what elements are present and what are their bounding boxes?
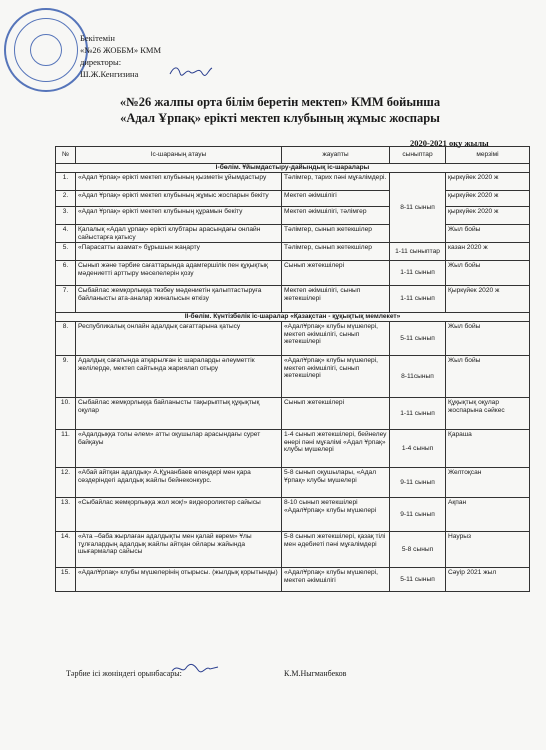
approval-line-3: директоры: bbox=[80, 57, 122, 67]
table-row bbox=[56, 191, 530, 207]
row-classes: 1-11 сынып bbox=[390, 261, 446, 286]
table-row bbox=[56, 225, 530, 243]
row-responsible: Сынып жетекшілері bbox=[282, 398, 390, 430]
row-event: «Адал Ұрпақ» ерікті мектеп клубының құрамын бекіту bbox=[76, 207, 282, 225]
official-seal-stamp bbox=[4, 8, 88, 92]
document-title bbox=[80, 94, 480, 126]
table-row bbox=[56, 261, 530, 286]
row-number: 4. bbox=[56, 225, 76, 243]
row-classes: 9-11 сынып bbox=[390, 498, 446, 532]
row-number: 7. bbox=[56, 286, 76, 313]
table-row bbox=[56, 498, 530, 532]
row-date: Қараша bbox=[446, 430, 530, 468]
row-event: «Адалдыққа толы әлем» атты оқушылар арасындағы сурет байқауы bbox=[76, 430, 282, 468]
row-number: 12. bbox=[56, 468, 76, 498]
row-date: Наурыз bbox=[446, 532, 530, 568]
row-responsible: «АдалҰрпақ» клубы мүшелері, мектеп әкімшілігі, сынып жетекшілері bbox=[282, 356, 390, 398]
table-row bbox=[56, 243, 530, 261]
row-responsible: Тәлімгер, сынып жетекшілер bbox=[282, 243, 390, 261]
row-date: Желтоқсан bbox=[446, 468, 530, 498]
row-number: 14. bbox=[56, 532, 76, 568]
approval-line-2: «№26 ЖОББМ» КММ bbox=[80, 45, 162, 55]
row-event: Адалдық сағатында атқарылған іс шараларды әлеуметтік желілерде, мектеп сайтында жариялап отыру bbox=[76, 356, 282, 398]
table-row bbox=[56, 468, 530, 498]
header-date: мерзімі bbox=[446, 147, 530, 164]
row-responsible: 1-4 сынып жетекшілері, бейнелеу өнері пәні мұғалімі «Адал Ұрпақ» клубы мүшелері bbox=[282, 430, 390, 468]
footer-position: Тәрбие ісі жөніндегі орынбасары: bbox=[66, 669, 182, 678]
row-responsible: «АдалҰрпақ» клубы мүшелері, мектеп әкімшілігі bbox=[282, 568, 390, 592]
table-row bbox=[56, 286, 530, 313]
academic-year: 2020-2021 оқу жылы bbox=[410, 138, 489, 148]
row-classes: 8-11 сынып bbox=[390, 173, 446, 243]
row-responsible: 5-8 сынып жетекшілері, қазақ тілі мен әдебиеті пәні мұғалімдері bbox=[282, 532, 390, 568]
row-classes: 9-11 сынып bbox=[390, 468, 446, 498]
row-classes: 1-11 сынып bbox=[390, 286, 446, 313]
row-number: 8. bbox=[56, 322, 76, 356]
row-number: 11. bbox=[56, 430, 76, 468]
row-event: Республикалық онлайн адалдық сағаттарына қатысу bbox=[76, 322, 282, 356]
row-responsible: «АдалҰрпақ» клубы мүшелері, мектеп әкімшілігі, сынып жетекшілері bbox=[282, 322, 390, 356]
footer-name: К.М.Ныгманбеков bbox=[284, 669, 347, 678]
row-classes: 5-11 сынып bbox=[390, 568, 446, 592]
row-classes: 1-11 сынып bbox=[390, 398, 446, 430]
row-number: 9. bbox=[56, 356, 76, 398]
row-number: 6. bbox=[56, 261, 76, 286]
row-responsible: Мектеп әкімшілігі bbox=[282, 191, 390, 207]
table-row bbox=[56, 532, 530, 568]
header-classes: сыныптар bbox=[390, 147, 446, 164]
row-responsible: Мектеп әкімшілігі, сынып жетекшілері bbox=[282, 286, 390, 313]
row-event: Сынып және тәрбие сағаттарында адамгершілік пен құқықтық мәдениетті арттыру мәселелерін қозу bbox=[76, 261, 282, 286]
header-number: № bbox=[56, 147, 76, 164]
row-responsible: Тәлімгер, сынып жетекшілер bbox=[282, 225, 390, 243]
row-responsible: Сынып жетекшілері bbox=[282, 261, 390, 286]
header-responsible: жауапты bbox=[282, 147, 390, 164]
row-number: 15. bbox=[56, 568, 76, 592]
row-date: Жыл бойы bbox=[446, 322, 530, 356]
row-event: Сыбайлас жемқорлыққа төзбеу мәдениетін қалыптастыруға байланысты ата-аналар жиналысын өткізу bbox=[76, 286, 282, 313]
row-date: Қыркүйек 2020 ж bbox=[446, 286, 530, 313]
approval-block bbox=[80, 32, 161, 80]
table-row bbox=[56, 430, 530, 468]
row-date: Жыл бойы bbox=[446, 225, 530, 243]
section-row bbox=[56, 164, 530, 173]
row-number: 13. bbox=[56, 498, 76, 532]
row-event: «Адал Ұрпақ» ерікті мектеп клубының қызметін ұйымдастыру bbox=[76, 173, 282, 191]
title-line-2: «Адал Ұрпақ» ерікті мектеп клубының жұмыс жоспары bbox=[120, 111, 440, 125]
approval-line-4: Ш.Ж.Кенгизина bbox=[80, 69, 139, 79]
table-row bbox=[56, 173, 530, 191]
row-event: «Ата –баба жырлаған адалдықты мен қалай көрем» Ұлы тұлғалардың адалдық жайлы айтқан ойлары жайында шығармалар сайысы bbox=[76, 532, 282, 568]
row-classes: 8-11сынып bbox=[390, 356, 446, 398]
row-date: қыркүйек 2020 ж bbox=[446, 191, 530, 207]
row-event: Қалалық «Адал ұрпақ» ерікті клубтары арасындағы онлайн сайыстарға қатысу bbox=[76, 225, 282, 243]
row-date: Жыл бойы bbox=[446, 356, 530, 398]
row-responsible: 8-10 сынып жетекшілері «АдалҰрпақ» клубы мүшелері bbox=[282, 498, 390, 532]
row-event: «Парасатты азамат» бұрышын жаңарту bbox=[76, 243, 282, 261]
row-date: қыркүйек 2020 ж bbox=[446, 173, 530, 191]
row-date: қыркүйек 2020 ж bbox=[446, 207, 530, 225]
director-signature bbox=[168, 64, 214, 78]
section-title-1: I-бөлім. Ұйымдастыру-дайындық іс-шаралары bbox=[56, 164, 530, 173]
row-number: 10. bbox=[56, 398, 76, 430]
approval-line-1: Бекітемін bbox=[80, 33, 115, 43]
row-responsible: 5-8 сынып оқушылары, «Адал Ұрпақ» клубы мүшелері bbox=[282, 468, 390, 498]
row-event: «Сыбайлас жемқорлыққа жол жоқ!» видеороликтер сайысы bbox=[76, 498, 282, 532]
row-classes: 5-8 сынып bbox=[390, 532, 446, 568]
row-number: 2. bbox=[56, 191, 76, 207]
row-event: Сыбайлас жемқорлыққа байланысты тақырыптық құқықтық оқулар bbox=[76, 398, 282, 430]
row-event: «Абай айтқан адалдық» А.Құнанбаев өлеңдері мен қара сөздеріндегі адалдық жайлы бейнеконкурс. bbox=[76, 468, 282, 498]
row-date: Сәуір 2021 жыл bbox=[446, 568, 530, 592]
table-row bbox=[56, 398, 530, 430]
table-row bbox=[56, 568, 530, 592]
row-date: Жыл бойы bbox=[446, 261, 530, 286]
row-responsible: Тәлімгер, тарих пәні мұғалімдері. bbox=[282, 173, 390, 191]
table-header-row bbox=[56, 147, 530, 164]
row-number: 1. bbox=[56, 173, 76, 191]
row-date: Ақпан bbox=[446, 498, 530, 532]
header-event: Іс-шараның атауы bbox=[76, 147, 282, 164]
row-classes: 1-11 сыныптар bbox=[390, 243, 446, 261]
section-title-2: II-бөлім. Күнтізбелік іс-шаралар «Қазақстан - құқықтық мемлекет» bbox=[56, 313, 530, 322]
table-row bbox=[56, 207, 530, 225]
table-row bbox=[56, 322, 530, 356]
row-number: 3. bbox=[56, 207, 76, 225]
deputy-signature bbox=[170, 662, 220, 676]
row-date: казан 2020 ж bbox=[446, 243, 530, 261]
row-date: Құқықтық оқулар жоспарына сәйкес bbox=[446, 398, 530, 430]
section-row bbox=[56, 313, 530, 322]
table-row bbox=[56, 356, 530, 398]
row-responsible: Мектеп әкімшілігі, тәлімгер bbox=[282, 207, 390, 225]
row-event: «АдалҰрпақ» клубы мүшелерінің отырысы. (жылдық қорытынды) bbox=[76, 568, 282, 592]
row-event: «Адал Ұрпақ» ерікті мектеп клубының жұмыс жоспарын бекіту bbox=[76, 191, 282, 207]
row-number: 5. bbox=[56, 243, 76, 261]
row-classes: 1-4 сынып bbox=[390, 430, 446, 468]
title-line-1: «№26 жалпы орта білім беретін мектеп» КММ бойынша bbox=[119, 95, 441, 109]
plan-table bbox=[55, 146, 530, 592]
row-classes: 5-11 сынып bbox=[390, 322, 446, 356]
